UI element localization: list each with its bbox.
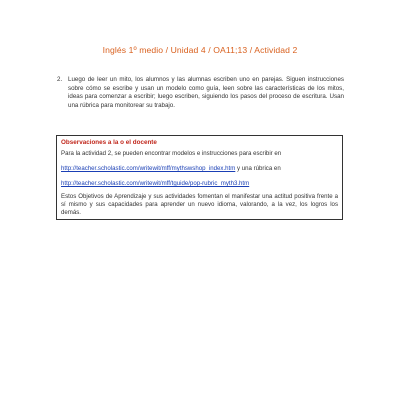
activity-instruction: [57, 76, 344, 110]
myths-workshop-link[interactable]: http://teacher.scholastic.com/writewit/mff/mythswshop_index.htm: [61, 165, 236, 172]
rubric-intro-text: y una rúbrica en: [235, 165, 281, 172]
page-title: Inglés 1º medio / Unidad 4 / OA11;13 / Actividad 2: [102, 45, 298, 55]
instruction-number: 2.: [57, 76, 63, 83]
instruction-text: Luego de leer un mito, los alumnos y las alumnas escriben uno en parejas. Siguen instrucciones sobre cómo se escribe y usan un modelo como guía, leen sobre las características de los mitos, ideas para comenzar a escribir; luego escriben, siguiendo los pasos del proceso de escritura. Usan una rúbrica para monitorear su trabajo.: [68, 76, 344, 109]
observations-closing: Estos Objetivos de Aprendizaje y sus actividades fomentan el manifestar una actitud positiva frente a sí mismo y sus capacidades para aprender un nuevo idioma, valorando, a la vez, los logros los demás.: [61, 193, 338, 216]
myth-rubric-link[interactable]: http://teacher.scholastic.com/writewit/mff/tguide/pop-rubric_myth3.htm: [61, 180, 250, 187]
teacher-observations-box: [56, 135, 343, 220]
observations-link2-line: [61, 180, 338, 188]
observations-intro: Para la actividad 2, se pueden encontrar modelos e instrucciones para escribir en: [61, 150, 282, 157]
observations-link1-line: [61, 165, 338, 173]
observations-title: Observaciones a la o el docente: [61, 139, 157, 146]
